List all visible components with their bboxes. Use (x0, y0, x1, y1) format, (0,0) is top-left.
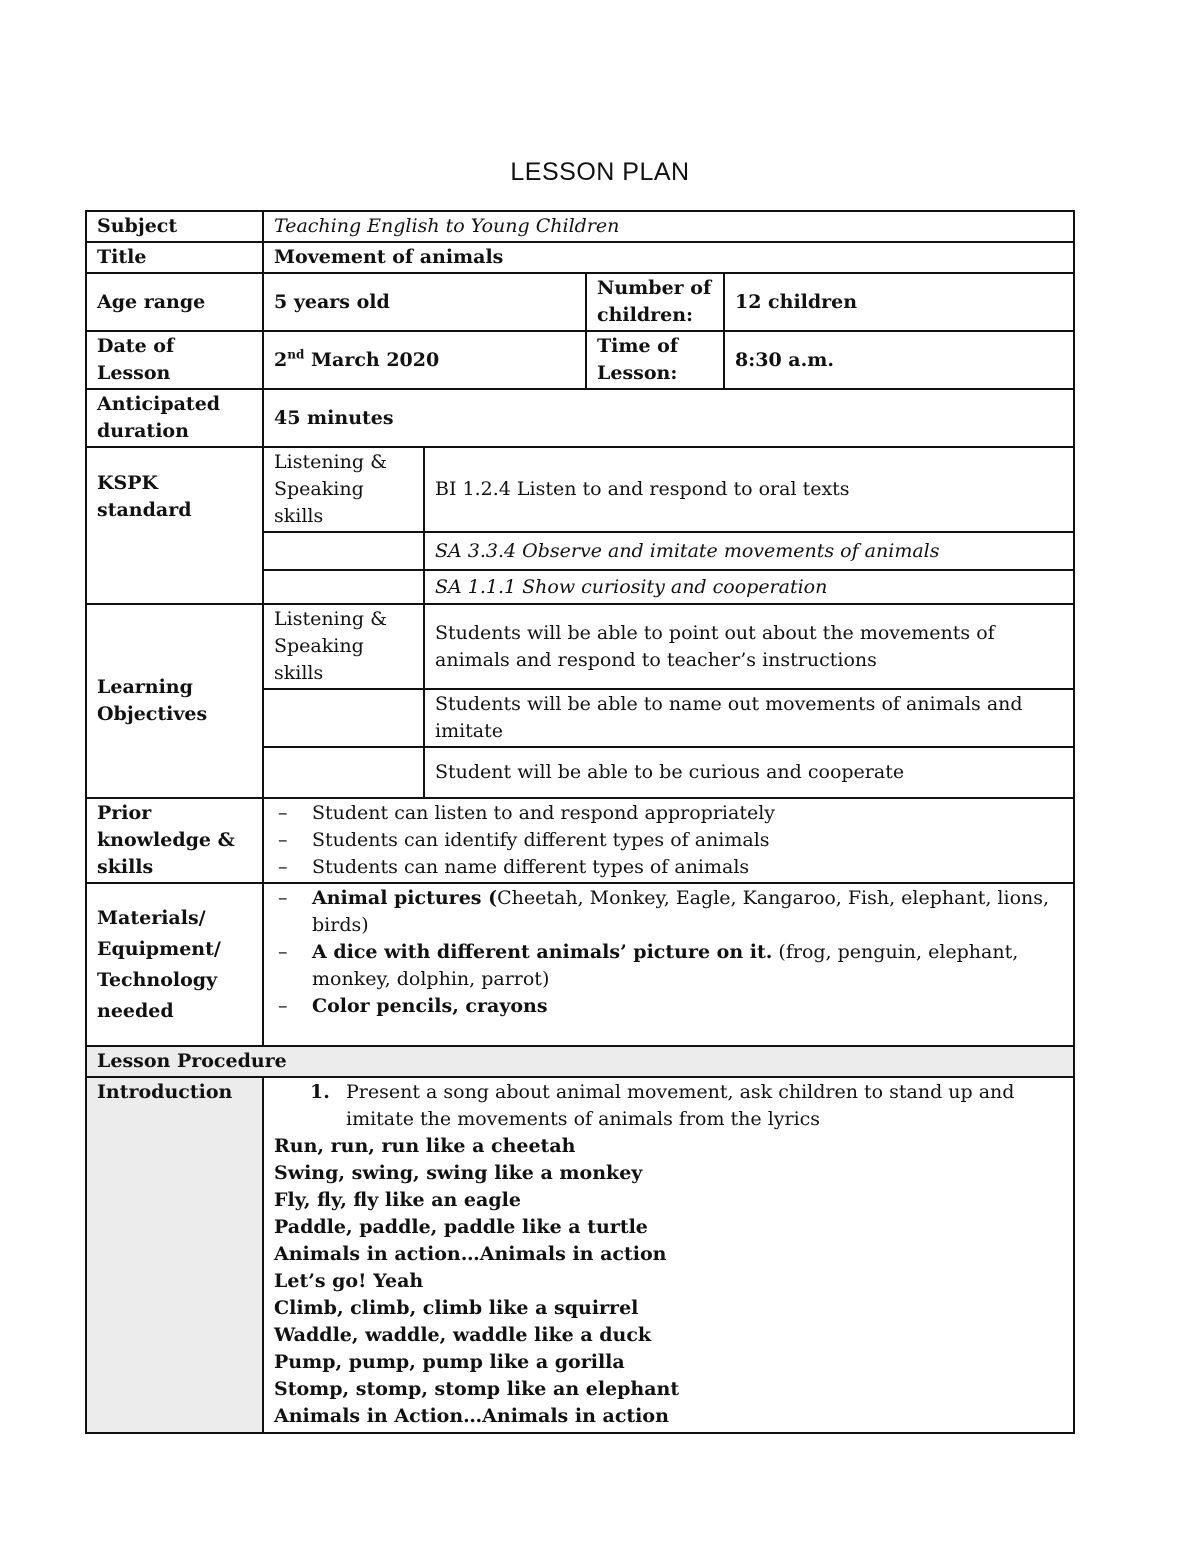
subject-label: Subject (86, 211, 263, 242)
song-line: Waddle, waddle, waddle like a duck (274, 1324, 652, 1346)
kspk-empty-2 (263, 532, 424, 570)
materials-list (274, 885, 1063, 1020)
prior-row (86, 798, 1074, 883)
list-item: – Students can identify different types of animals (312, 827, 1063, 854)
song-line: Climb, climb, climb like a squirrel (274, 1297, 639, 1319)
material-1-bold: Animal pictures ( (312, 887, 498, 909)
objective-1: Students will be able to point out about the movements of animals and respond to teacher’s instructions (424, 604, 1074, 689)
material-3-bold: Color pencils, crayons (312, 995, 548, 1017)
materials-row (86, 883, 1074, 1046)
prior-label: Prior knowledge & skills (86, 798, 263, 883)
subject-value: Teaching English to Young Children (263, 211, 1074, 242)
age-label: Age range (86, 273, 263, 331)
kspk-standard-1: BI 1.2.4 Listen to and respond to oral texts (424, 447, 1074, 532)
song-line: Let’s go! Yeah (274, 1270, 424, 1292)
duration-label: Anticipated duration (86, 389, 263, 447)
duration-row (86, 389, 1074, 447)
objectives-empty-3 (263, 747, 424, 798)
introduction-content (263, 1077, 1074, 1433)
duration-value: 45 minutes (263, 389, 1074, 447)
objectives-label: Learning Objectives (86, 604, 263, 798)
children-value: 12 children (724, 273, 1074, 331)
song-line: Fly, fly, fly like an eagle (274, 1189, 521, 1211)
material-2-bold: A dice with different animals’ picture on it. (312, 941, 773, 963)
date-label: Date of Lesson (86, 331, 263, 389)
kspk-label: KSPK standard (86, 447, 263, 604)
date-suffix: nd (287, 347, 305, 362)
kspk-standard-3: SA 1.1.1 Show curiosity and cooperation (424, 570, 1074, 604)
materials-list-cell (263, 883, 1074, 1046)
lesson-plan-table (85, 210, 1075, 1434)
song-lyrics (274, 1133, 1063, 1430)
procedure-heading: Lesson Procedure (86, 1046, 1074, 1077)
title-row (86, 242, 1074, 273)
objectives-empty-2 (263, 689, 424, 747)
date-rest: March 2020 (304, 348, 440, 371)
objective-3: Student will be able to be curious and cooperate (424, 747, 1074, 798)
prior-list-cell (263, 798, 1074, 883)
time-label: Time of Lesson: (586, 331, 724, 389)
song-line: Paddle, paddle, paddle like a turtle (274, 1216, 648, 1238)
kspk-row-1 (86, 447, 1074, 532)
song-line: Animals in action…Animals in action (274, 1243, 667, 1265)
song-line: Swing, swing, swing like a monkey (274, 1162, 643, 1184)
song-line: Animals in Action…Animals in action (274, 1405, 669, 1427)
title-value: Movement of animals (263, 242, 1074, 273)
song-line: Stomp, stomp, stomp like an elephant (274, 1378, 680, 1400)
time-value: 8:30 a.m. (724, 331, 1074, 389)
material-2-rest: (frog, penguin, elephant, monkey, dolphin, parrot) (312, 941, 1025, 990)
introduction-label: Introduction (86, 1077, 263, 1433)
prior-list (274, 800, 1063, 881)
song-line: Pump, pump, pump like a gorilla (274, 1351, 625, 1373)
list-item (312, 939, 1063, 993)
date-row (86, 331, 1074, 389)
step-number: 1. (310, 1081, 330, 1103)
children-label: Number of children: (586, 273, 724, 331)
date-day: 2 (274, 348, 288, 371)
step-text: Present a song about animal movement, ask children to stand up and imitate the movements of animals from the lyrics (346, 1081, 1015, 1130)
list-item (312, 885, 1063, 939)
objectives-skill: Listening & Speaking skills (263, 604, 424, 689)
list-item: – Students can name different types of animals (312, 854, 1063, 881)
objectives-row-1 (86, 604, 1074, 689)
step-1 (274, 1079, 1063, 1133)
date-value (263, 331, 586, 389)
materials-label: Materials/ Equipment/ Technology needed (86, 883, 263, 1046)
kspk-skill: Listening & Speaking skills (263, 447, 424, 532)
procedure-heading-row (86, 1046, 1074, 1077)
material-1-rest: Cheetah, Monkey, Eagle, Kangaroo, Fish, elephant, lions, birds) (312, 887, 1050, 936)
kspk-empty-3 (263, 570, 424, 604)
title-label: Title (86, 242, 263, 273)
age-value: 5 years old (263, 273, 586, 331)
list-item (312, 993, 1063, 1020)
introduction-row (86, 1077, 1074, 1433)
age-row (86, 273, 1074, 331)
list-item: – Student can listen to and respond appropriately (312, 800, 1063, 827)
subject-row (86, 211, 1074, 242)
page-title: LESSON PLAN (510, 158, 690, 186)
objective-2: Students will be able to name out movements of animals and imitate (424, 689, 1074, 747)
song-line: Run, run, run like a cheetah (274, 1135, 576, 1157)
kspk-standard-2: SA 3.3.4 Observe and imitate movements of animals (424, 532, 1074, 570)
